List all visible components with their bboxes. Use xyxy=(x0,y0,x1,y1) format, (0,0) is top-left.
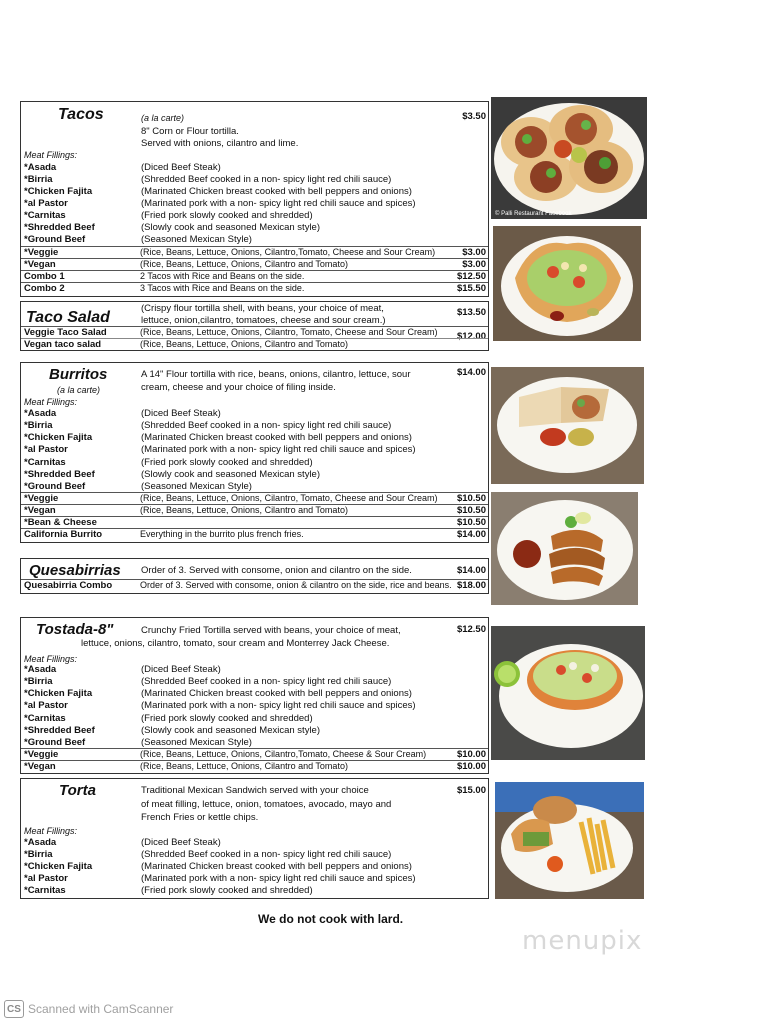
quesabirria-photo xyxy=(491,492,638,605)
row-desc: Order of 3. Served with consome, onion & cilantro on the side, rice and beans. xyxy=(140,580,452,590)
tacos-meat-label: Meat Fillings: xyxy=(24,150,78,160)
quesabirrias-price: $14.00 xyxy=(456,565,486,576)
quesabirrias-desc: Order of 3. Served with consome, onion and cilantro on the side. xyxy=(141,565,412,576)
filling-name: *Shredded Beef xyxy=(24,469,95,480)
row-name: *Vegan xyxy=(24,761,56,772)
row-desc: (Rice, Beans, Lettuce, Onions, Cilantro,Tomato, Cheese and Sour Cream) xyxy=(140,247,436,257)
filling-name: *Birria xyxy=(24,676,53,687)
torta-desc-1: Traditional Mexican Sandwich served with your choice xyxy=(141,785,369,796)
filling-name: *Asada xyxy=(24,162,57,173)
row-name: *Vegan xyxy=(24,505,56,516)
torta-price: $15.00 xyxy=(456,785,486,796)
filling-desc: (Marinated Chicken breast cooked with bell peppers and onions) xyxy=(141,861,412,872)
row-desc: (Rice, Beans, Lettuce, Onions, Cilantro and Tomato) xyxy=(140,505,348,515)
filling-desc: (Seasoned Mexican Style) xyxy=(141,234,252,245)
tostada-price: $12.50 xyxy=(456,624,486,635)
row-price: $10.50 xyxy=(456,517,486,528)
filling-name: *Ground Beef xyxy=(24,481,86,492)
filling-desc: (Seasoned Mexican Style) xyxy=(141,737,252,748)
row-name: Veggie Taco Salad xyxy=(24,327,107,338)
row-price: $3.00 xyxy=(462,259,486,270)
row-name: *Bean & Cheese xyxy=(24,517,97,528)
quesabirrias-section xyxy=(20,558,489,594)
footer-note: We do not cook with lard. xyxy=(258,912,404,926)
torta-desc-2: of meat filling, lettuce, onion, tomatoes, avocado, mayo and xyxy=(141,799,392,810)
filling-desc: (Shredded Beef cooked in a non- spicy light red chili sauce) xyxy=(141,420,392,431)
filling-name: *Asada xyxy=(24,664,57,675)
tostada-desc-1: Crunchy Fried Tortilla served with beans, your choice of meat, xyxy=(141,625,401,636)
row-price: $3.00 xyxy=(462,247,486,258)
filling-desc: (Seasoned Mexican Style) xyxy=(141,481,252,492)
filling-name: *Carnitas xyxy=(24,457,66,468)
menu-row xyxy=(21,282,488,295)
row-name: *Veggie xyxy=(24,247,59,258)
tostada-title: Tostada-8" xyxy=(36,621,114,638)
menu-row xyxy=(21,579,488,592)
filling-desc: (Marinated pork with a non- spicy light red chili sauce and spices) xyxy=(141,873,416,884)
filling-desc: (Marinated Chicken breast cooked with bell peppers and onions) xyxy=(141,688,412,699)
filling-name: *Shredded Beef xyxy=(24,725,95,736)
filling-desc: (Slowly cook and seasoned Mexican style) xyxy=(141,469,321,480)
menu-row xyxy=(21,338,488,351)
filling-desc: (Shredded Beef cooked in a non- spicy light red chili sauce) xyxy=(141,676,392,687)
filling-name: *Asada xyxy=(24,837,57,848)
row-name: *Veggie xyxy=(24,749,59,760)
filling-name: *Chicken Fajita xyxy=(24,861,93,872)
filling-name: *Carnitas xyxy=(24,210,66,221)
tostada-photo xyxy=(491,626,645,760)
row-price: $10.00 xyxy=(456,761,486,772)
tostada-section xyxy=(20,617,489,774)
row-name: California Burrito xyxy=(24,529,103,540)
row-price: $15.50 xyxy=(456,283,486,294)
filling-desc: (Shredded Beef cooked in a non- spicy light red chili sauce) xyxy=(141,849,392,860)
filling-name: *Chicken Fajita xyxy=(24,186,93,197)
filling-desc: (Fried pork slowly cooked and shredded) xyxy=(141,885,313,896)
filling-desc: (Marinated Chicken breast cooked with bell peppers and onions) xyxy=(141,186,412,197)
row-price: $10.00 xyxy=(456,749,486,760)
filling-desc: (Slowly cook and seasoned Mexican style) xyxy=(141,725,321,736)
filling-desc: (Shredded Beef cooked in a non- spicy light red chili sauce) xyxy=(141,174,392,185)
row-desc: (Rice, Beans, Lettuce, Onions, Cilantro, Tomato, Cheese and Sour Cream) xyxy=(140,327,438,337)
filling-name: *al Pastor xyxy=(24,873,68,884)
filling-desc: (Marinated pork with a non- spicy light red chili sauce and spices) xyxy=(141,198,416,209)
taco-salad-desc-2: lettuce, onion,cilantro, tomatoes, cheese and sour cream.) xyxy=(141,315,386,326)
burritos-subtitle: (a la carte) xyxy=(57,385,101,395)
filling-name: *al Pastor xyxy=(24,700,68,711)
filling-desc: (Diced Beef Steak) xyxy=(141,408,221,419)
row-name: Vegan taco salad xyxy=(24,339,102,350)
row-price: $10.50 xyxy=(456,493,486,504)
burritos-price: $14.00 xyxy=(456,367,486,378)
torta-title: Torta xyxy=(59,782,96,799)
filling-desc: (Diced Beef Steak) xyxy=(141,837,221,848)
tacos-photo xyxy=(491,97,647,219)
burritos-section xyxy=(20,362,489,543)
filling-name: *al Pastor xyxy=(24,444,68,455)
tacos-subtitle: (a la carte) xyxy=(141,113,185,123)
filling-desc: (Marinated pork with a non- spicy light red chili sauce and spices) xyxy=(141,700,416,711)
filling-name: *Birria xyxy=(24,174,53,185)
torta-desc-3: French Fries or kettle chips. xyxy=(141,812,259,823)
row-price: $14.00 xyxy=(456,529,486,540)
menu-row xyxy=(21,760,488,773)
taco-salad-photo xyxy=(493,226,641,341)
row-desc: (Rice, Beans, Lettuce, Onions, Cilantro and Tomato) xyxy=(140,339,348,349)
filling-desc: (Marinated pork with a non- spicy light red chili sauce and spices) xyxy=(141,444,416,455)
filling-name: *Carnitas xyxy=(24,885,66,896)
row-price: $12.00 xyxy=(456,331,486,342)
menupix-watermark: menupix xyxy=(522,926,643,956)
tacos-desc-2: Served with onions, cilantro and lime. xyxy=(141,138,299,149)
filling-name: *Asada xyxy=(24,408,57,419)
filling-name: *Chicken Fajita xyxy=(24,688,93,699)
row-price: $18.00 xyxy=(456,580,486,591)
tostada-desc-2: lettuce, onions, cilantro, tomato, sour cream and Monterrey Jack Cheese. xyxy=(81,638,390,649)
quesabirrias-title: Quesabirrias xyxy=(29,562,121,579)
burritos-desc-1: A 14" Flour tortilla with rice, beans, onions, cilantro, lettuce, sour xyxy=(141,369,411,380)
camscanner-stamp xyxy=(4,1000,173,1018)
tacos-desc-1: 8" Corn or Flour tortilla. xyxy=(141,126,239,137)
torta-photo xyxy=(495,782,644,899)
taco-salad-section xyxy=(20,301,489,351)
row-desc: Everything in the burrito plus french fries. xyxy=(140,529,304,539)
filling-desc: (Fried pork slowly cooked and shredded) xyxy=(141,713,313,724)
row-name: Quesabirria Combo xyxy=(24,580,113,591)
burritos-meat-label: Meat Fillings: xyxy=(24,397,78,407)
taco-salad-price: $13.50 xyxy=(456,307,486,318)
row-desc: (Rice, Beans, Lettuce, Onions, Cilantro, Tomato, Cheese and Sour Cream) xyxy=(140,493,438,503)
burritos-desc-2: cream, cheese and your choice of filing inside. xyxy=(141,382,336,393)
row-name: Combo 1 xyxy=(24,271,65,282)
filling-name: *Birria xyxy=(24,849,53,860)
row-price: $10.50 xyxy=(456,505,486,516)
burrito-photo xyxy=(491,367,644,484)
filling-name: *Shredded Beef xyxy=(24,222,95,233)
row-name: Combo 2 xyxy=(24,283,65,294)
burritos-title: Burritos xyxy=(49,366,108,383)
tacos-title: Tacos xyxy=(58,106,104,123)
row-desc: (Rice, Beans, Lettuce, Onions, Cilantro and Tomato) xyxy=(140,259,348,269)
torta-section xyxy=(20,778,489,899)
filling-name: *Birria xyxy=(24,420,53,431)
row-desc: 3 Tacos with Rice and Beans on the side. xyxy=(140,283,305,293)
row-name: *Vegan xyxy=(24,259,56,270)
torta-meat-label: Meat Fillings: xyxy=(24,826,78,836)
row-price: $12.50 xyxy=(456,271,486,282)
filling-desc: (Slowly cook and seasoned Mexican style) xyxy=(141,222,321,233)
photo-credit: © Palli Restaurant Facebook xyxy=(495,211,572,217)
row-desc: (Rice, Beans, Lettuce, Onions, Cilantro,Tomato, Cheese & Sour Cream) xyxy=(140,749,427,759)
camscanner-text: Scanned with CamScanner xyxy=(28,1002,174,1016)
taco-salad-title: Taco Salad xyxy=(26,309,110,326)
filling-desc: (Diced Beef Steak) xyxy=(141,162,221,173)
filling-desc: (Fried pork slowly cooked and shredded) xyxy=(141,457,313,468)
row-desc: 2 Tacos with Rice and Beans on the side. xyxy=(140,271,305,281)
filling-desc: (Fried pork slowly cooked and shredded) xyxy=(141,210,313,221)
filling-name: *al Pastor xyxy=(24,198,68,209)
tostada-meat-label: Meat Fillings: xyxy=(24,654,78,664)
filling-name: *Ground Beef xyxy=(24,234,86,245)
tacos-price: $3.50 xyxy=(462,111,486,122)
filling-desc: (Marinated Chicken breast cooked with bell peppers and onions) xyxy=(141,432,412,443)
filling-name: *Ground Beef xyxy=(24,737,86,748)
taco-salad-desc-1: (Crispy flour tortilla shell, with beans, your choice of meat, xyxy=(141,303,384,314)
tacos-section xyxy=(20,101,489,297)
camscanner-icon: CS xyxy=(4,1000,24,1018)
filling-name: *Chicken Fajita xyxy=(24,432,93,443)
row-name: *Veggie xyxy=(24,493,59,504)
menu-row xyxy=(21,528,488,541)
row-desc: (Rice, Beans, Lettuce, Onions, Cilantro and Tomato) xyxy=(140,761,348,771)
filling-desc: (Diced Beef Steak) xyxy=(141,664,221,675)
filling-name: *Carnitas xyxy=(24,713,66,724)
